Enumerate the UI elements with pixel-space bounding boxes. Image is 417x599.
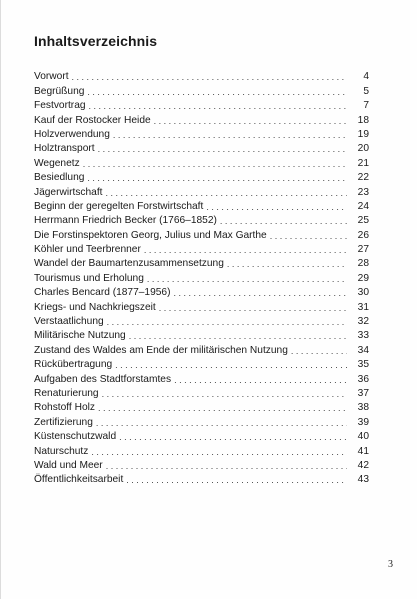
dot-leader — [154, 115, 347, 127]
dot-leader — [227, 258, 347, 270]
toc-entry-page: 23 — [357, 186, 369, 198]
toc-entry — [34, 69, 369, 83]
toc-entry-title: Naturschutz — [34, 445, 89, 457]
toc-entry-title: Festvortrag — [34, 100, 86, 112]
toc-entry-page: 20 — [357, 143, 369, 155]
dot-leader — [129, 330, 347, 342]
dot-leader — [159, 302, 347, 314]
toc-entry-page: 25 — [357, 215, 369, 227]
dot-leader — [98, 143, 347, 155]
dot-leader — [113, 129, 347, 141]
dot-leader — [87, 86, 347, 98]
toc-entry-title: Wandel der Baumartenzusammensetzung — [34, 258, 224, 270]
dot-leader — [106, 187, 347, 199]
toc-entry — [34, 83, 369, 97]
toc-entry-title: Verstaatlichung — [34, 316, 104, 328]
dot-leader — [107, 316, 347, 328]
toc-entry-title: Besiedlung — [34, 172, 85, 184]
toc-entry-title: Aufgaben des Stadtforstamtes — [34, 373, 172, 385]
toc-entry-page: 38 — [357, 402, 369, 414]
toc-entry — [34, 155, 369, 169]
toc-entry-page: 32 — [357, 316, 369, 328]
toc-entry-title: Küstenschutzwald — [34, 431, 117, 443]
toc-entry-title: Kriegs- und Nachkriegszeit — [34, 301, 156, 313]
toc-entry-title: Köhler und Teerbrenner — [34, 244, 141, 256]
toc-entry — [34, 429, 369, 443]
dot-leader — [87, 172, 347, 184]
dot-leader — [83, 158, 347, 170]
toc-entry-title: Die Forstinspektoren Georg, Julius und Max Garthe — [34, 229, 267, 241]
toc-entry-page: 30 — [357, 287, 369, 299]
dot-leader — [147, 273, 347, 285]
dot-leader — [270, 230, 347, 242]
toc-entry-title: Holztransport — [34, 143, 95, 155]
dot-leader — [91, 446, 347, 458]
dot-leader — [220, 215, 347, 227]
dot-leader — [174, 374, 347, 386]
toc-entry — [34, 472, 369, 486]
dot-leader — [174, 287, 348, 299]
dot-leader — [72, 71, 347, 83]
toc-entry — [34, 213, 369, 227]
toc-entry-page: 18 — [357, 114, 369, 126]
toc-entry-title: Begrüßung — [34, 85, 85, 97]
dot-leader — [126, 474, 347, 486]
toc-entry-title: Charles Bencard (1877–1956) — [34, 287, 171, 299]
toc-entry-title: Wald und Meer — [34, 459, 103, 471]
toc-entry-title: Renaturierung — [34, 387, 99, 399]
toc-entry-page: 19 — [357, 128, 369, 140]
toc-entry — [34, 199, 369, 213]
toc-entry-title: Wegenetz — [34, 157, 80, 169]
toc-entry-title: Zustand des Waldes am Ende der militärischen Nutzung — [34, 344, 288, 356]
toc-entry — [34, 342, 369, 356]
toc-entry-page: 43 — [357, 474, 369, 486]
toc-entry — [34, 127, 369, 141]
dot-leader — [119, 431, 347, 443]
toc-entry — [34, 242, 369, 256]
page-title: Inhaltsverzeichnis — [34, 33, 158, 49]
dot-leader — [102, 388, 347, 400]
toc-entry-title: Tourismus und Erholung — [34, 272, 144, 284]
toc-entry — [34, 371, 369, 385]
dot-leader — [106, 460, 347, 472]
toc-entry-title: Rohstoff Holz — [34, 402, 95, 414]
toc-entry-title: Herrmann Friedrich Becker (1766–1852) — [34, 215, 217, 227]
toc-entry — [34, 299, 369, 313]
toc-entry — [34, 414, 369, 428]
toc-entry — [34, 256, 369, 270]
toc-entry-page: 39 — [357, 416, 369, 428]
toc-entry-title: Beginn der geregelten Forstwirtschaft — [34, 200, 204, 212]
toc-entry-page: 41 — [357, 445, 369, 457]
toc-entry-title: Holzverwendung — [34, 128, 110, 140]
toc-entry — [34, 270, 369, 284]
toc-entry — [34, 141, 369, 155]
toc-entry-page: 33 — [357, 330, 369, 342]
dot-leader — [206, 201, 347, 213]
dot-leader — [144, 244, 347, 256]
toc-entry — [34, 112, 369, 126]
toc-entry-page: 5 — [363, 85, 369, 97]
dot-leader — [115, 359, 347, 371]
toc-entry-title: Öffentlichkeitsarbeit — [34, 474, 124, 486]
toc-entry-page: 42 — [357, 459, 369, 471]
dot-leader — [291, 345, 347, 357]
toc-entry-page: 26 — [357, 229, 369, 241]
toc-entry-page: 34 — [357, 344, 369, 356]
toc-entry-page: 35 — [357, 359, 369, 371]
toc-entry-page: 7 — [363, 100, 369, 112]
toc-entry-page: 40 — [357, 431, 369, 443]
toc-entry-page: 21 — [357, 157, 369, 169]
toc-entry — [34, 184, 369, 198]
toc-entry-title: Jägerwirtschaft — [34, 186, 103, 198]
toc-entry-title: Vorwort — [34, 71, 69, 83]
toc-entry-page: 36 — [357, 373, 369, 385]
toc-entry — [34, 227, 369, 241]
dot-leader — [96, 417, 347, 429]
toc-entry-page: 29 — [357, 272, 369, 284]
toc-entry — [34, 285, 369, 299]
toc-entry-page: 4 — [363, 71, 369, 83]
toc-entry-title: Rückübertragung — [34, 359, 113, 371]
toc-entry — [34, 400, 369, 414]
toc-entry-title: Zertifizierung — [34, 416, 93, 428]
dot-leader — [89, 100, 347, 112]
toc-entry-title: Kauf der Rostocker Heide — [34, 114, 151, 126]
toc-entry-page: 28 — [357, 258, 369, 270]
toc-entry — [34, 357, 369, 371]
toc-entry-page: 24 — [357, 200, 369, 212]
dot-leader — [98, 402, 347, 414]
toc-entry-page: 31 — [357, 301, 369, 313]
toc-entry-page: 22 — [357, 172, 369, 184]
toc-entry — [34, 314, 369, 328]
toc-entry — [34, 98, 369, 112]
toc-entry — [34, 443, 369, 457]
toc-entry-page: 37 — [357, 387, 369, 399]
toc-entry — [34, 170, 369, 184]
table-of-contents — [34, 69, 369, 486]
toc-entry-title: Militärische Nutzung — [34, 330, 126, 342]
toc-entry — [34, 458, 369, 472]
toc-entry — [34, 386, 369, 400]
page-number: 3 — [388, 559, 393, 570]
toc-entry-page: 27 — [357, 244, 369, 256]
toc-entry — [34, 328, 369, 342]
